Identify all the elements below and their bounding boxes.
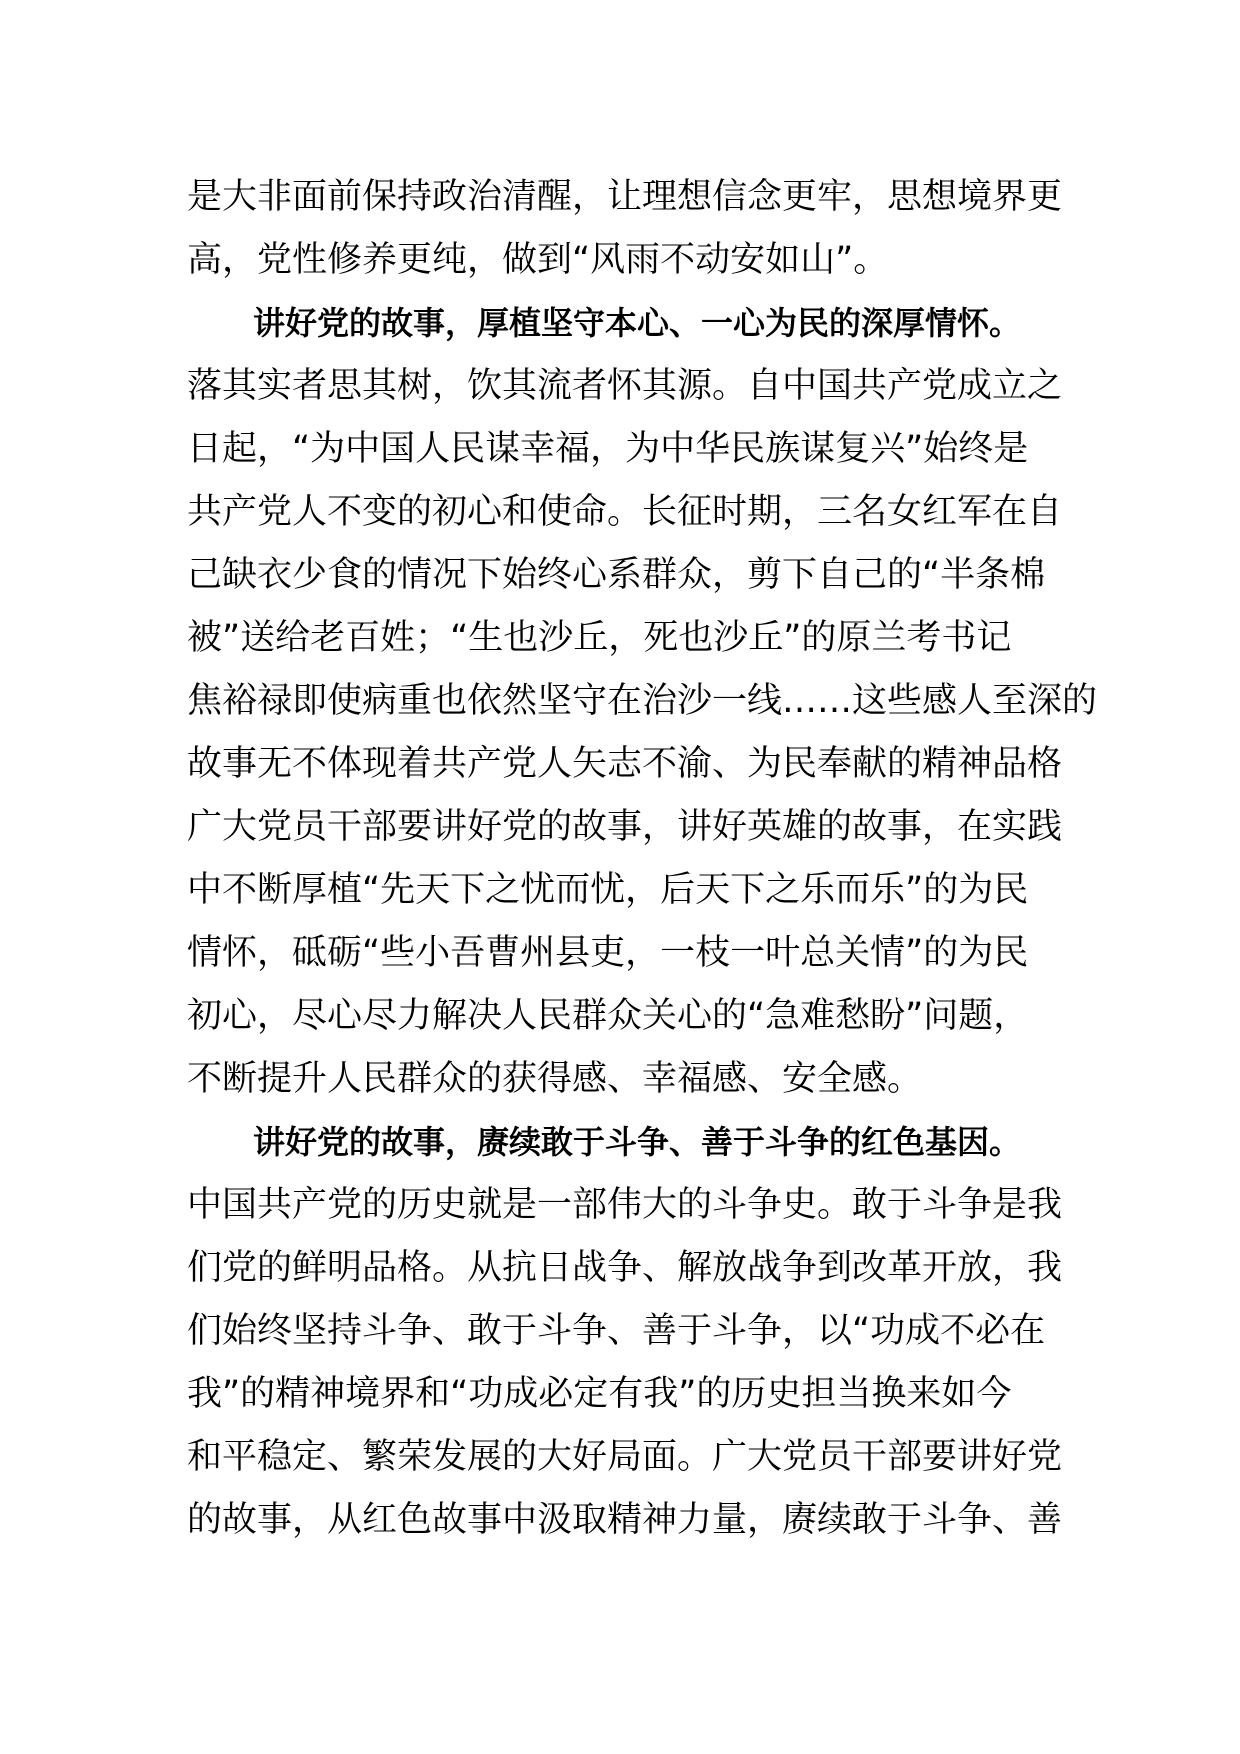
text-line: 初心，尽心尽力解决人民群众关心的“急难愁盼”问题， <box>187 996 1029 1036</box>
text-line: 日起，“为中国人民谋幸福，为中华民族谋复兴”始终是 <box>187 429 1029 469</box>
text-line: 焦裕禄即使病重也依然坚守在治沙一线……这些感人至深的 <box>187 681 1098 721</box>
text-line: 和平稳定、繁荣发展的大好局面。广大党员干部要讲好党 <box>187 1437 1063 1477</box>
text-line: 情怀，砥砺“些小吾曹州县吏，一枝一叶总关情”的为民 <box>187 933 1029 973</box>
text-line: 被”送给老百姓；“生也沙丘，死也沙丘”的原兰考书记 <box>187 618 1012 658</box>
text-line: 中不断厚植“先天下之忧而忧，后天下之乐而乐”的为民 <box>187 870 1029 910</box>
section-heading: 讲好党的故事，赓续敢于斗争、善于斗争的红色基因。 <box>253 1123 1022 1161</box>
text-line: 中国共产党的历史就是一部伟大的斗争史。敢于斗争是我 <box>187 1185 1063 1225</box>
text-line: 不断提升人民群众的获得感、幸福感、安全感。 <box>187 1059 923 1099</box>
text-line: 故事无不体现着共产党人矢志不渝、为民奉献的精神品格 <box>187 744 1063 784</box>
text-line: 高，党性修养更纯，做到“风雨不动安如山”。 <box>187 240 889 280</box>
text-line: 的故事，从红色故事中汲取精神力量，赓续敢于斗争、善 <box>187 1500 1063 1540</box>
text-line: 是大非面前保持政治清醒，让理想信念更牢，思想境界更 <box>187 177 1063 217</box>
section-heading: 讲好党的故事，厚植坚守本心、一心为民的深厚情怀。 <box>253 304 1022 342</box>
text-line: 落其实者思其树，饮其流者怀其源。自中国共产党成立之 <box>187 366 1063 406</box>
text-line: 们党的鲜明品格。从抗日战争、解放战争到改革开放，我 <box>187 1248 1063 1288</box>
text-line: 己缺衣少食的情况下始终心系群众，剪下自己的“半条棉 <box>187 555 1046 595</box>
text-line: 我”的精神境界和“功成必定有我”的历史担当换来如今 <box>187 1374 1012 1414</box>
text-line: 共产党人不变的初心和使命。长征时期，三名女红军在自 <box>187 492 1063 532</box>
text-line: 们始终坚持斗争、敢于斗争、善于斗争，以“功成不必在 <box>187 1311 1046 1351</box>
text-line: 广大党员干部要讲好党的故事，讲好英雄的故事，在实践 <box>187 807 1063 847</box>
